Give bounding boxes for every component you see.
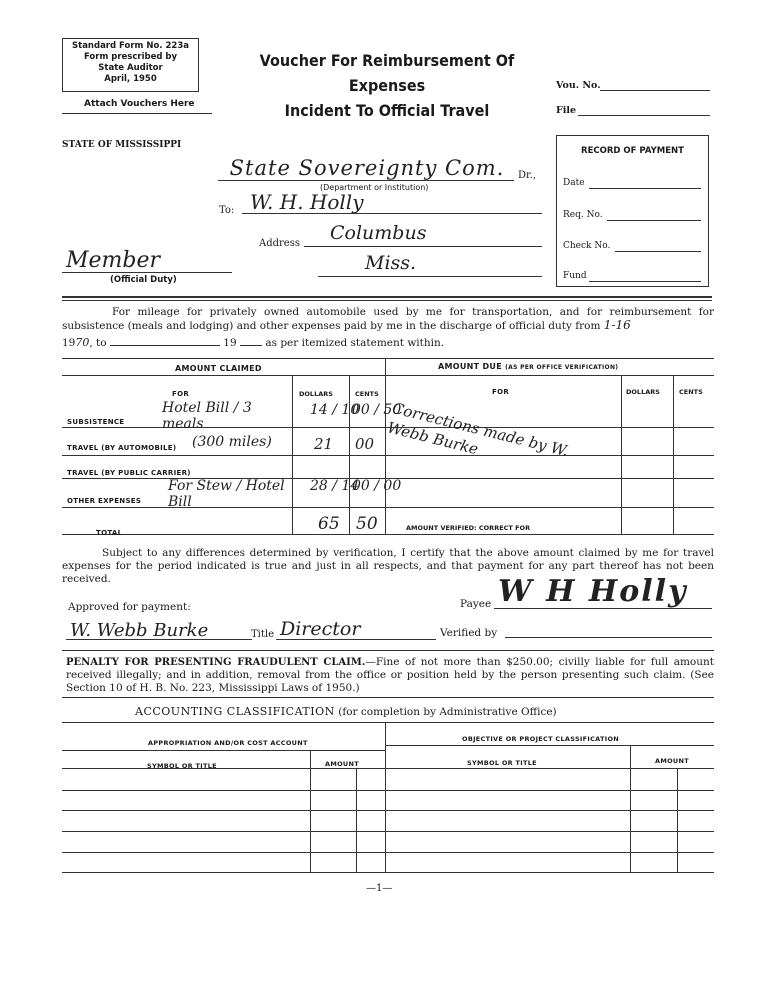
total-cents[interactable]: 50 <box>356 514 378 534</box>
req-no-label: Req. No. <box>563 210 603 220</box>
nineteen: 19 <box>223 337 237 349</box>
record-of-payment-box <box>556 135 709 287</box>
accounting-heading: ACCOUNTING CLASSIFICATION <box>135 705 335 718</box>
fund-field[interactable] <box>589 281 701 282</box>
to-text: , to <box>89 337 107 349</box>
payee-signature[interactable]: W H Holly <box>498 574 688 609</box>
accounting-title <box>135 705 557 718</box>
attach-vouchers: Attach Vouchers Here <box>84 99 195 109</box>
title-line-2: Incident To Official Travel <box>284 101 490 120</box>
subsistence-label: SUBSISTENCE <box>67 418 125 426</box>
other-expenses-cents[interactable]: 00 / 00 <box>352 478 402 494</box>
due-cents-header: CENTS <box>679 388 703 396</box>
form-date: April, 1950 <box>104 74 157 84</box>
amount-claimed-header: AMOUNT CLAIMED <box>175 364 262 373</box>
due-for-header: FOR <box>492 388 510 396</box>
other-expenses-dollars[interactable]: 28 / 14 <box>310 478 360 494</box>
state-label: STATE OF MISSISSIPPI <box>62 140 182 150</box>
page-number: —1— <box>366 883 393 894</box>
left-amount-header: AMOUNT <box>325 760 359 768</box>
approved-label: Approved for payment: <box>68 601 191 613</box>
penalty-heading: PENALTY FOR PRESENTING FRAUDULENT CLAIM. <box>66 657 366 668</box>
amount-due-title: AMOUNT DUE <box>438 362 502 371</box>
amount-verified-label: AMOUNT VERIFIED: CORRECT FOR <box>406 524 531 532</box>
req-no-field[interactable] <box>607 220 701 221</box>
travel-auto-dollars[interactable]: 21 <box>314 435 334 453</box>
title-line-1: Voucher For Reimbursement Of Expenses <box>259 51 515 95</box>
verified-by-label: Verified by <box>440 627 498 639</box>
standard-form-number: Standard Form No. 223a <box>72 41 189 51</box>
title-value[interactable]: Director <box>280 618 361 640</box>
fund-label: Fund <box>563 271 587 281</box>
prescribed-by: Form prescribed by <box>83 52 178 62</box>
amount-due-note: (AS PER OFFICE VERIFICATION) <box>505 364 619 371</box>
state-auditor: State Auditor <box>98 63 163 73</box>
subsistence-cents[interactable]: 00 / 50 <box>352 402 402 418</box>
claimed-dollars-header: DOLLARS <box>299 390 333 398</box>
left-symbol-header: SYMBOL OR TITLE <box>147 762 217 770</box>
other-expenses-desc[interactable]: For Stew / Hotel Bill <box>168 478 285 510</box>
official-duty-value[interactable]: Member <box>66 248 161 273</box>
objective-header: OBJECTIVE OR PROJECT CLASSIFICATION <box>462 735 620 743</box>
claimed-for-header: FOR <box>172 390 190 398</box>
appropriation-header: APPROPRIATION AND/OR COST ACCOUNT <box>148 739 308 747</box>
record-of-payment-title: RECORD OF PAYMENT <box>581 146 684 156</box>
file-field[interactable] <box>578 105 710 116</box>
payee-label: Payee <box>460 598 492 610</box>
from-date-value[interactable]: 1-16 <box>603 318 631 332</box>
travel-auto-label: TRAVEL (BY AUTOMOBILE) <box>67 444 177 452</box>
travel-auto-desc[interactable]: (300 miles) <box>192 434 272 450</box>
address-label: Address <box>259 238 300 249</box>
check-no-field[interactable] <box>615 251 701 252</box>
statement-end: as per itemized statement within. <box>265 337 445 349</box>
accounting-subtitle: (for completion by Administrative Office) <box>338 706 557 718</box>
certify-text: Subject to any differences determined by verification, I certify that the above amount claimed by me for travel expenses for the period indicated is true and just in all respects, and that payment for any part thereof has not been received. <box>62 547 714 585</box>
payment-date-field[interactable] <box>589 188 701 189</box>
vou-no-label: Vou. No. <box>556 80 601 91</box>
right-symbol-header: SYMBOL OR TITLE <box>467 759 537 767</box>
due-dollars-header: DOLLARS <box>626 388 660 396</box>
statement-dates <box>62 336 714 350</box>
address-line-1[interactable]: Columbus <box>330 222 427 244</box>
year-value[interactable]: 70 <box>75 336 90 349</box>
penalty-body: —Fine of not more than $250.00; civilly liable for full amount received illegally; and in addition, removal from the office or position held by the person presenting such claim. (See Section 10 of H. B. No. 223, Mississippi Laws of 1950.) <box>66 656 714 694</box>
claimed-cents-header: CENTS <box>355 390 379 398</box>
statement-body: For mileage for privately owned automobile used by me for transportation, and for reimbursement for subsistence (meals and lodging) and other expenses paid by me in the discharge of official duty from <box>62 306 714 332</box>
dr-label: Dr., <box>518 170 537 181</box>
vou-no-field[interactable] <box>600 80 710 91</box>
title-label: Title <box>251 629 275 640</box>
travel-public-label: TRAVEL (BY PUBLIC CARRIER) <box>67 469 191 477</box>
total-dollars[interactable]: 65 <box>318 514 340 534</box>
address-line-2[interactable]: Miss. <box>365 252 417 274</box>
approver-signature[interactable]: W. Webb Burke <box>70 620 209 641</box>
payment-date-label: Date <box>563 178 585 188</box>
statement-text <box>62 306 714 333</box>
department-caption: (Department or Institution) <box>320 183 429 192</box>
subsistence-desc[interactable]: Hotel Bill / 3 meals <box>162 400 252 432</box>
check-no-label: Check No. <box>563 241 611 251</box>
year-prefix: 19 <box>62 337 76 349</box>
travel-auto-cents[interactable]: 00 <box>355 435 375 453</box>
official-duty-caption: (Official Duty) <box>110 275 177 285</box>
page-title <box>239 48 536 123</box>
other-expenses-label: OTHER EXPENSES <box>67 497 142 505</box>
penalty-text <box>66 656 714 695</box>
total-label: TOTAL <box>96 529 123 537</box>
corrections-note[interactable]: Corrections made by W. Webb Burke <box>385 398 571 461</box>
form-number-box <box>62 38 199 92</box>
department-value[interactable]: State Sovereignty Com. <box>229 156 505 180</box>
file-label: File <box>556 105 577 116</box>
to-label: To: <box>219 205 235 216</box>
subsistence-dollars[interactable]: 14 / 10 <box>310 402 360 418</box>
right-amount-header: AMOUNT <box>655 757 689 765</box>
to-value[interactable]: W. H. Holly <box>250 190 364 214</box>
amount-due-header <box>438 362 618 371</box>
verified-by-field[interactable] <box>505 637 712 638</box>
